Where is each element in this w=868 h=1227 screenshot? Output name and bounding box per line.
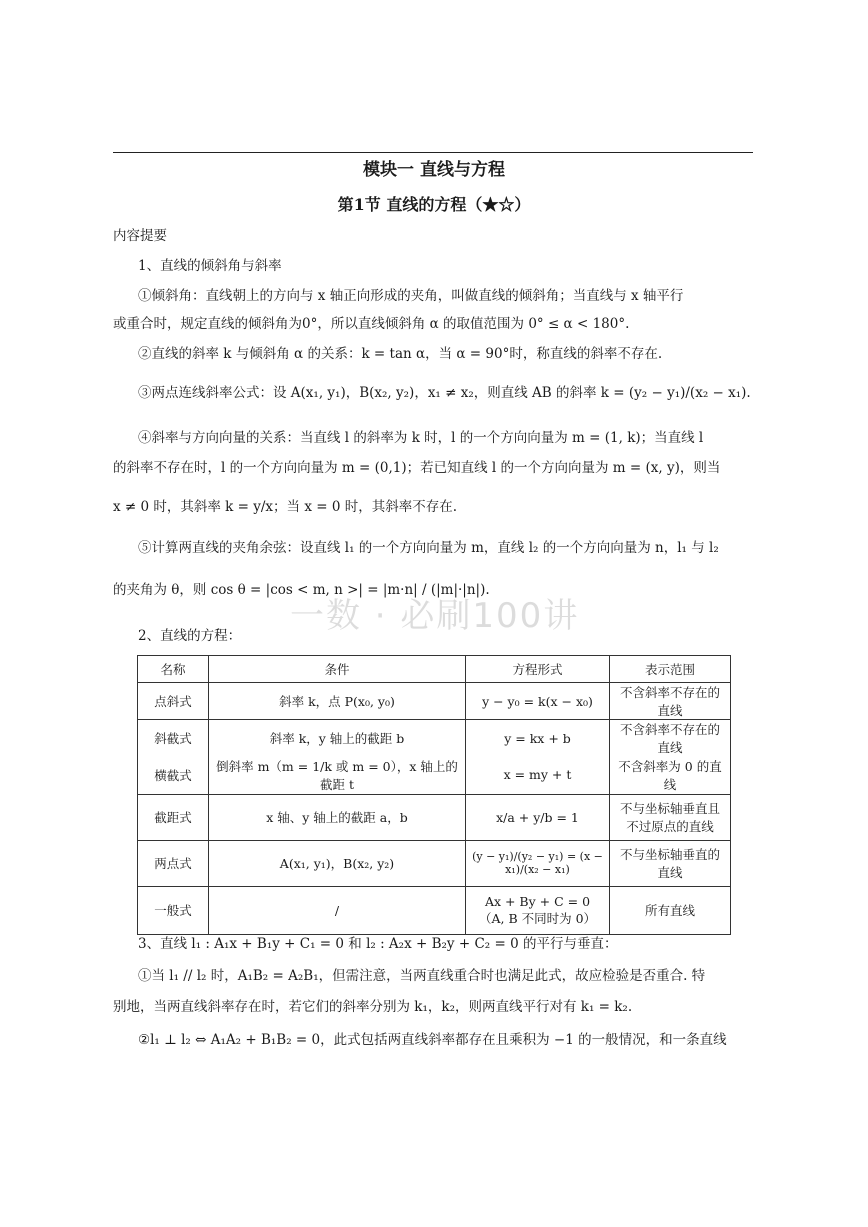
s1-paragraph-2: ②直线的斜率 k 与倾斜角 α 的关系：k = tan α，当 α = 90°时，称直线的斜率不存在. (138, 346, 663, 362)
form-name: 横截式 (138, 756, 209, 794)
form-condition: 倒斜率 m（m = 1/k 或 m = 0），x 轴上的截距 t (209, 756, 466, 794)
table-row (138, 794, 731, 840)
form-range-line: 不过原点的直线 (626, 819, 714, 834)
form-equation: (y − y₁)/(y₂ − y₁) = (x − x₁)/(x₂ − x₁) (466, 840, 610, 886)
s3-paragraph-1b: 别地，当两直线斜率存在时，若它们的斜率分别为 k₁，k₂，则两直线平行对有 k₁ = k₂. (113, 999, 633, 1015)
table-header-row (138, 656, 731, 683)
form-name: 两点式 (138, 840, 209, 886)
line-equation-table (137, 655, 731, 935)
table-row (138, 886, 731, 934)
form-equation-line: Ax + By + C = 0 (484, 893, 591, 909)
table-header: 条件 (209, 656, 466, 683)
section-1-title: 1、直线的倾斜角与斜率 (138, 258, 282, 274)
form-equation: x/a + y/b = 1 (466, 794, 610, 840)
section-title: 第1节 直线的方程（★☆） (337, 195, 531, 214)
form-condition: 斜率 k，y 轴上的截距 b (209, 720, 466, 757)
module-title: 模块一 直线与方程 (363, 160, 505, 180)
form-range: 不含斜率不存在的直线 (610, 720, 731, 757)
form-name: 一般式 (138, 886, 209, 934)
form-range: 不含斜率为 0 的直线 (610, 756, 731, 794)
s1-paragraph-5a: ⑤计算两直线的夹角余弦：设直线 l₁ 的一个方向向量为 m，直线 l₂ 的一个方向向量为 n，l₁ 与 l₂ (138, 540, 719, 556)
form-range: 不与坐标轴垂直的直线 (610, 840, 731, 886)
s1-paragraph-4b: 的斜率不存在时，l 的一个方向向量为 m = (0,1)；若已知直线 l 的一个方向向量为 m = (x, y)，则当 (113, 460, 721, 476)
form-condition: x 轴、y 轴上的截距 a，b (209, 794, 466, 840)
table-row (138, 840, 731, 886)
table-row (138, 756, 731, 794)
form-name: 斜截式 (138, 720, 209, 757)
table-header: 方程形式 (466, 656, 610, 683)
table-row (138, 720, 731, 757)
form-condition: / (209, 886, 466, 934)
form-range-line: 不与坐标轴垂直且 (619, 801, 720, 816)
watermark: 一数 · 必刷100讲 (290, 596, 580, 636)
form-equation (466, 886, 610, 934)
content-heading: 内容提要 (113, 228, 167, 244)
section-3-title: 3、直线 l₁ : A₁x + B₁y + C₁ = 0 和 l₂ : A₂x + B₂y + C₂ = 0 的平行与垂直： (138, 936, 618, 952)
form-equation-line: （A, B 不同时为 0） (478, 910, 597, 926)
form-equation: y = kx + b (466, 720, 610, 757)
form-name: 点斜式 (138, 683, 209, 720)
form-range: 不含斜率不存在的直线 (610, 683, 731, 720)
form-condition: A(x₁, y₁)，B(x₂, y₂) (209, 840, 466, 886)
table-row (138, 683, 731, 720)
form-equation: y − y₀ = k(x − x₀) (466, 683, 610, 720)
s1-paragraph-1b: 或重合时，规定直线的倾斜角为0°，所以直线倾斜角 α 的取值范围为 0° ≤ α < 180°. (113, 316, 630, 332)
s1-paragraph-5b: 的夹角为 θ，则 cos θ = |cos < m, n >| = |m·n| / (|m|·|n|). (113, 582, 490, 598)
s1-paragraph-4a: ④斜率与方向向量的关系：当直线 l 的斜率为 k 时，l 的一个方向向量为 m = (1, k)；当直线 l (138, 430, 704, 446)
form-equation: x = my + t (466, 756, 610, 794)
header-rule (113, 152, 753, 153)
s1-paragraph-1a: ①倾斜角：直线朝上的方向与 x 轴正向形成的夹角，叫做直线的倾斜角；当直线与 x 轴平行 (138, 288, 684, 304)
table-header: 名称 (138, 656, 209, 683)
form-condition: 斜率 k，点 P(x₀, y₀) (209, 683, 466, 720)
s3-paragraph-1a: ①当 l₁ // l₂ 时，A₁B₂ = A₂B₁，但需注意，当两直线重合时也满足此式，故应检验是否重合. 特 (138, 968, 706, 984)
table-header: 表示范围 (610, 656, 731, 683)
s1-paragraph-4c: x ≠ 0 时，其斜率 k = y/x；当 x = 0 时，其斜率不存在. (113, 499, 458, 515)
s3-paragraph-2: ②l₁ ⊥ l₂ ⇔ A₁A₂ + B₁B₂ = 0，此式包括两直线斜率都存在且乘积为 −1 的一般情况，和一条直线 (138, 1032, 727, 1048)
form-range: 所有直线 (610, 886, 731, 934)
section-2-title: 2、直线的方程： (138, 628, 242, 644)
s1-paragraph-3: ③两点连线斜率公式：设 A(x₁, y₁)，B(x₂, y₂)，x₁ ≠ x₂，则直线 AB 的斜率 k = (y₂ − y₁)/(x₂ − x₁). (138, 385, 751, 401)
form-range (610, 794, 731, 840)
form-name: 截距式 (138, 794, 209, 840)
